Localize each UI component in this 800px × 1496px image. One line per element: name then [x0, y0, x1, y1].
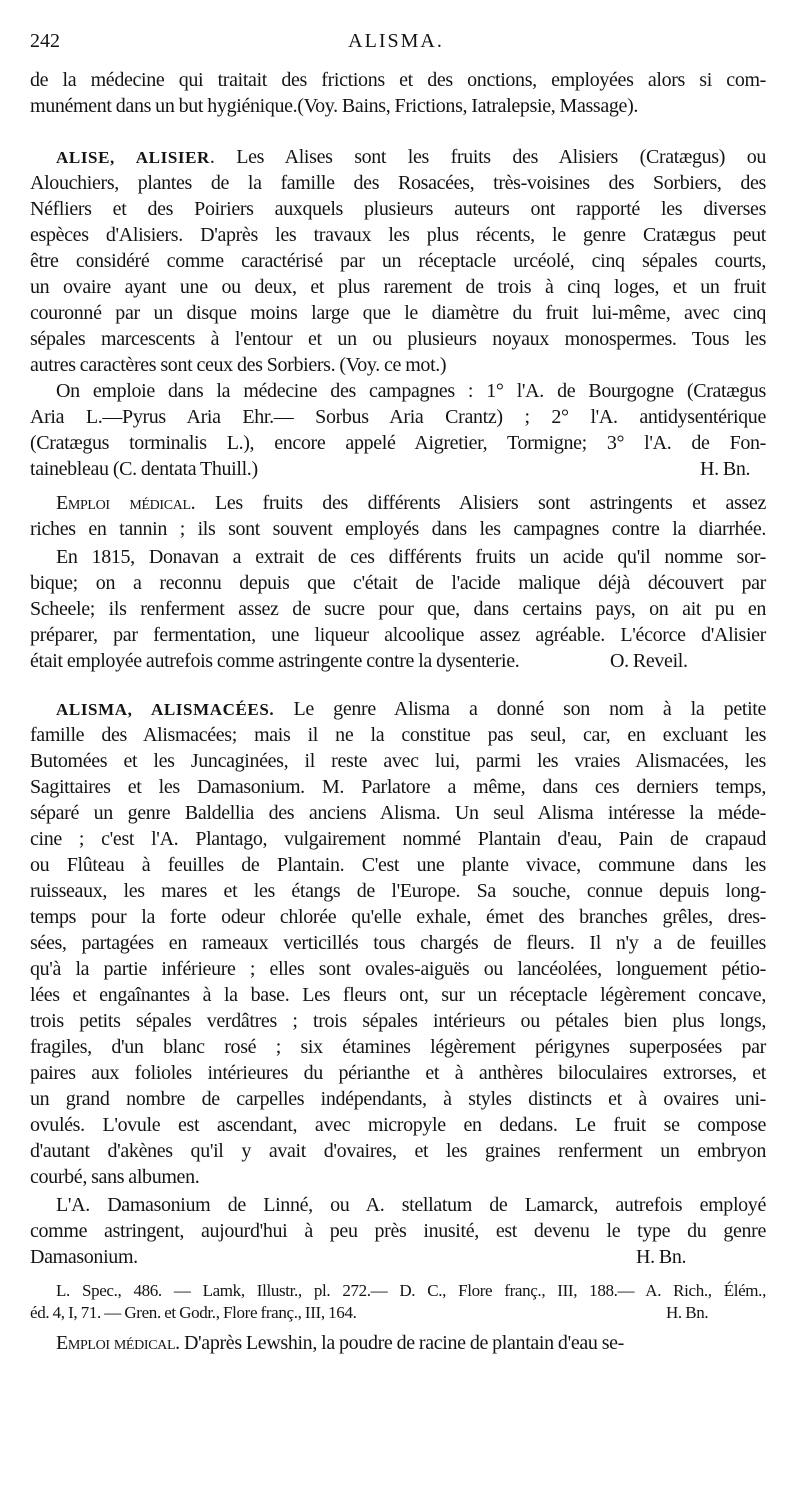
text-line: ruisseaux, les mares et les étangs de l'Europe. Sa souche, connue depuis long- [30, 880, 766, 902]
text-line: ou Flûteau à feuilles de Plantain. C'est une plante vivace, commune dans les [30, 854, 766, 876]
text-line: était employée autrefois comme astringente contre la dysenterie. [30, 650, 520, 672]
text-line: Aria L.—Pyrus Aria Ehr.— Sorbus Aria Crantz) ; 2° l'A. antidysentérique [30, 406, 766, 428]
text-line: bique; on a reconnu depuis que c'était de l'acide malique déjà découvert par [30, 572, 766, 594]
text-line: Damasonium. [30, 1246, 138, 1268]
text-line: En 1815, Donavan a extrait de ces différents fruits un acide qu'il nomme sor- [56, 546, 766, 568]
running-head: ALISMA. [348, 30, 444, 52]
headword: ALISE, ALISIER [56, 148, 210, 167]
text-line: être considéré comme caractérisé par un réceptacle urcéolé, cinq sépales courts, [30, 250, 766, 272]
text-line: Alouchiers, plantes de la famille des Rosacées, très-voisines des Sorbiers, des [30, 172, 766, 194]
text-line: munément dans un but hygiénique.(Voy. Bains, Frictions, Iatralepsie, Massage). [30, 95, 639, 117]
signature: H. Bn. [700, 458, 751, 480]
text-line: d'autant d'akènes qu'il y avait d'ovaires, et les graines renferment un embryon [30, 1140, 766, 1162]
text-line: Butomées et les Juncaginées, il reste avec lui, parmi les vraies Alismacées, les [30, 750, 766, 772]
entry-heading-line: ALISMA, ALISMACÉES. Le genre Alisma a donné son nom à la petite [56, 698, 767, 720]
section-label: Emploi médical. [56, 492, 196, 514]
text-line: préparer, par fermentation, une liqueur alcoolique assez agréable. L'écorce d'Alisier [30, 624, 766, 646]
headword: ALISMA, ALISMACÉES. [56, 700, 275, 719]
signature: O. Reveil. [610, 650, 688, 672]
text-line: sées, partagées en rameaux verticillés tous chargés de fleurs. Il n'y a de feuilles [30, 932, 766, 954]
text-line: fragiles, d'un blanc rosé ; six étamines légèrement périgynes superposées par [30, 1036, 766, 1058]
section-label: Emploi médical. [56, 1332, 180, 1354]
text-line: L'A. Damasonium de Linné, ou A. stellatum de Lamarck, autrefois employé [56, 1194, 766, 1216]
text-line: de la médecine qui traitait des frictions et des onctions, employées alors si com- [30, 69, 766, 91]
text-line: Sagittaires et les Damasonium. M. Parlatore a même, dans ces derniers temps, [30, 776, 766, 798]
text-line: séparé un genre Baldellia des anciens Alisma. Un seul Alisma intéresse la méde- [30, 802, 766, 824]
text-line: Emploi médical. D'après Lewshin, la poudre de racine de plantain d'eau se- [56, 1332, 624, 1354]
page-header [30, 30, 762, 56]
page-number: 242 [30, 30, 60, 52]
entry-heading-line: ALISE, ALISIER. Les Alises sont les fruits des Alisiers (Cratægus) ou [56, 146, 766, 168]
text-line: un grand nombre de carpelles indépendants, à styles distincts et à ovaires uni- [30, 1088, 766, 1110]
text-line: un ovaire ayant une ou deux, et plus rarement de trois à cinq loges, et un fruit [30, 276, 766, 298]
text-line: trois petits sépales verdâtres ; trois sépales intérieurs ou pétales bien plus longs, [30, 1010, 766, 1032]
text-line: (Cratægus torminalis L.), encore appelé Aigretier, Tormigne; 3° l'A. de Fon- [30, 432, 766, 454]
reference-line: L. Spec., 486. — Lamk, Illustr., pl. 272.— D. C., Flore franç., III, 188.— A. Rich., Élém., [56, 1281, 766, 1300]
text-line: qu'à la partie inférieure ; elles sont ovales-aiguës ou lancéolées, longuement pétio- [30, 958, 766, 980]
text-line: couronné par un disque moins large que le diamètre du fruit lui-même, avec cinq [30, 302, 766, 324]
text-line: riches en tannin ; ils sont souvent employés dans les campagnes contre la diarrhée. [30, 518, 766, 540]
text-line: autres caractères sont ceux des Sorbiers. (Voy. ce mot.) [30, 354, 447, 376]
reference-line: éd. 4, I, 71. — Gren. et Godr., Flore franç., III, 164. [30, 1303, 357, 1322]
text-line: On emploie dans la médecine des campagnes : 1° l'A. de Bourgogne (Cratægus [56, 380, 766, 402]
text-line: Scheele; ils renferment assez de sucre pour que, dans certains pays, on ait pu en [30, 598, 766, 620]
signature: H. Bn. [636, 1246, 687, 1268]
signature: H. Bn. [666, 1303, 709, 1322]
text-line: ovulés. L'ovule est ascendant, avec micropyle en dedans. Le fruit se compose [30, 1114, 766, 1136]
text-line: paires aux folioles intérieures du périanthe et à anthères biloculaires extrorses, et [30, 1062, 766, 1084]
text-line: Emploi médical. Les fruits des différents Alisiers sont astringents et assez [56, 492, 766, 514]
text-line: tainebleau (C. dentata Thuill.) [30, 458, 258, 480]
text-line: espèces d'Alisiers. D'après les travaux les plus récents, le genre Cratægus peut [30, 224, 766, 246]
text-line: lées et engaînantes à la base. Les fleurs ont, sur un réceptacle légèrement concave, [30, 984, 766, 1006]
text-line: cine ; c'est l'A. Plantago, vulgairement nommé Plantain d'eau, Pain de crapaud [30, 828, 766, 850]
text-line: temps pour la forte odeur chlorée qu'elle exhale, émet des branches grêles, dres- [30, 906, 766, 928]
text-line: comme astringent, aujourd'hui à peu près inusité, est devenu le type du genre [30, 1220, 766, 1242]
text-line: famille des Alismacées; mais il ne la constitue pas seul, car, en excluant les [30, 724, 766, 746]
text-line: Néfliers et des Poiriers auxquels plusieurs auteurs ont rapporté les diverses [30, 198, 766, 220]
text-line: sépales marcescents à l'entour et un ou plusieurs noyaux monospermes. Tous les [30, 328, 766, 350]
text-line: courbé, sans albumen. [30, 1166, 200, 1188]
